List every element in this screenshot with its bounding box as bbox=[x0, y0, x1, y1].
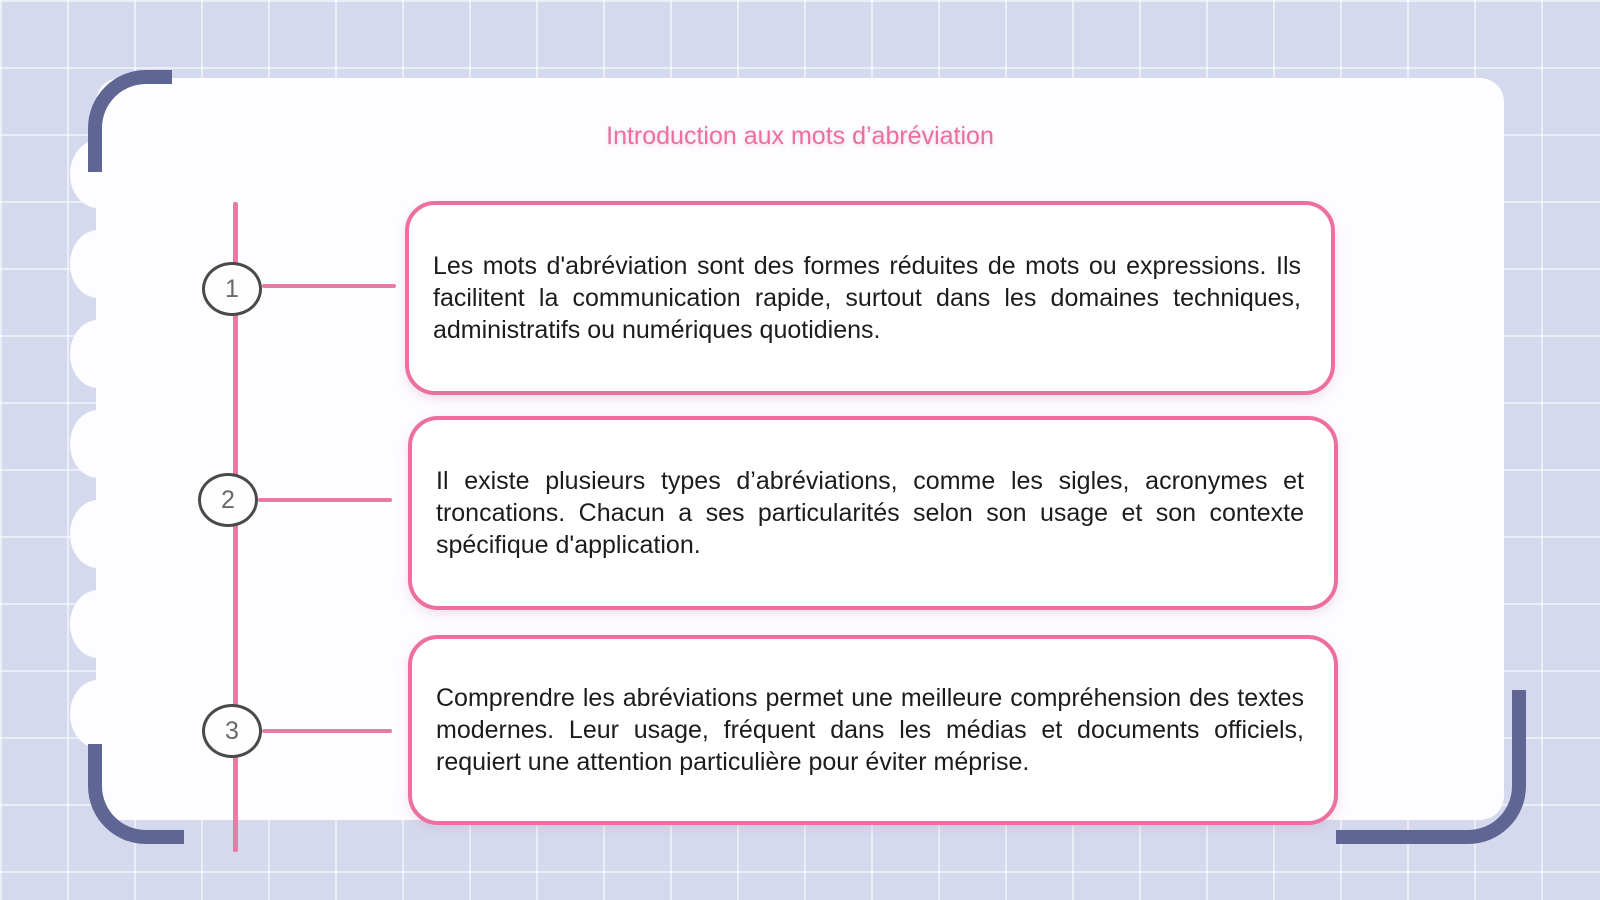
sheet-scallop bbox=[70, 680, 126, 748]
timeline-connector bbox=[262, 284, 396, 288]
sheet-scallop bbox=[70, 410, 126, 478]
step-card bbox=[408, 635, 1338, 825]
step-card-text: Comprendre les abréviations permet une meilleure compréhension des textes modernes. Leur usage, fréquent dans les médias et documents officiels, requiert une attention particulière pour éviter méprise. bbox=[436, 684, 1304, 776]
timeline-connector bbox=[262, 729, 392, 733]
step-card bbox=[408, 416, 1338, 610]
sheet-scallop bbox=[70, 320, 126, 388]
sheet-scallop bbox=[70, 230, 126, 298]
timeline-connector bbox=[258, 498, 392, 502]
corner-bracket-top-left bbox=[88, 70, 172, 172]
step-card-text: Il existe plusieurs types d’abréviations, comme les sigles, acronymes et troncations. Chacun a ses particularités selon son usage et son contexte spécifique d'application. bbox=[436, 467, 1304, 559]
sheet-scallop bbox=[70, 500, 126, 568]
step-card-text: Les mots d'abréviation sont des formes réduites de mots ou expressions. Ils facilitent la communication rapide, surtout dans les domaines techniques, administratifs ou numériques quotidiens. bbox=[433, 252, 1301, 344]
corner-bracket-bottom-right bbox=[1336, 690, 1526, 844]
step-number-badge: 3 bbox=[202, 704, 262, 758]
step-number-badge: 1 bbox=[202, 262, 262, 316]
slide-title: Introduction aux mots d’abréviation bbox=[606, 122, 994, 150]
sheet-scallop bbox=[70, 590, 126, 658]
corner-bracket-bottom-left bbox=[88, 744, 184, 844]
step-card bbox=[405, 201, 1335, 395]
step-number-badge: 2 bbox=[198, 473, 258, 527]
